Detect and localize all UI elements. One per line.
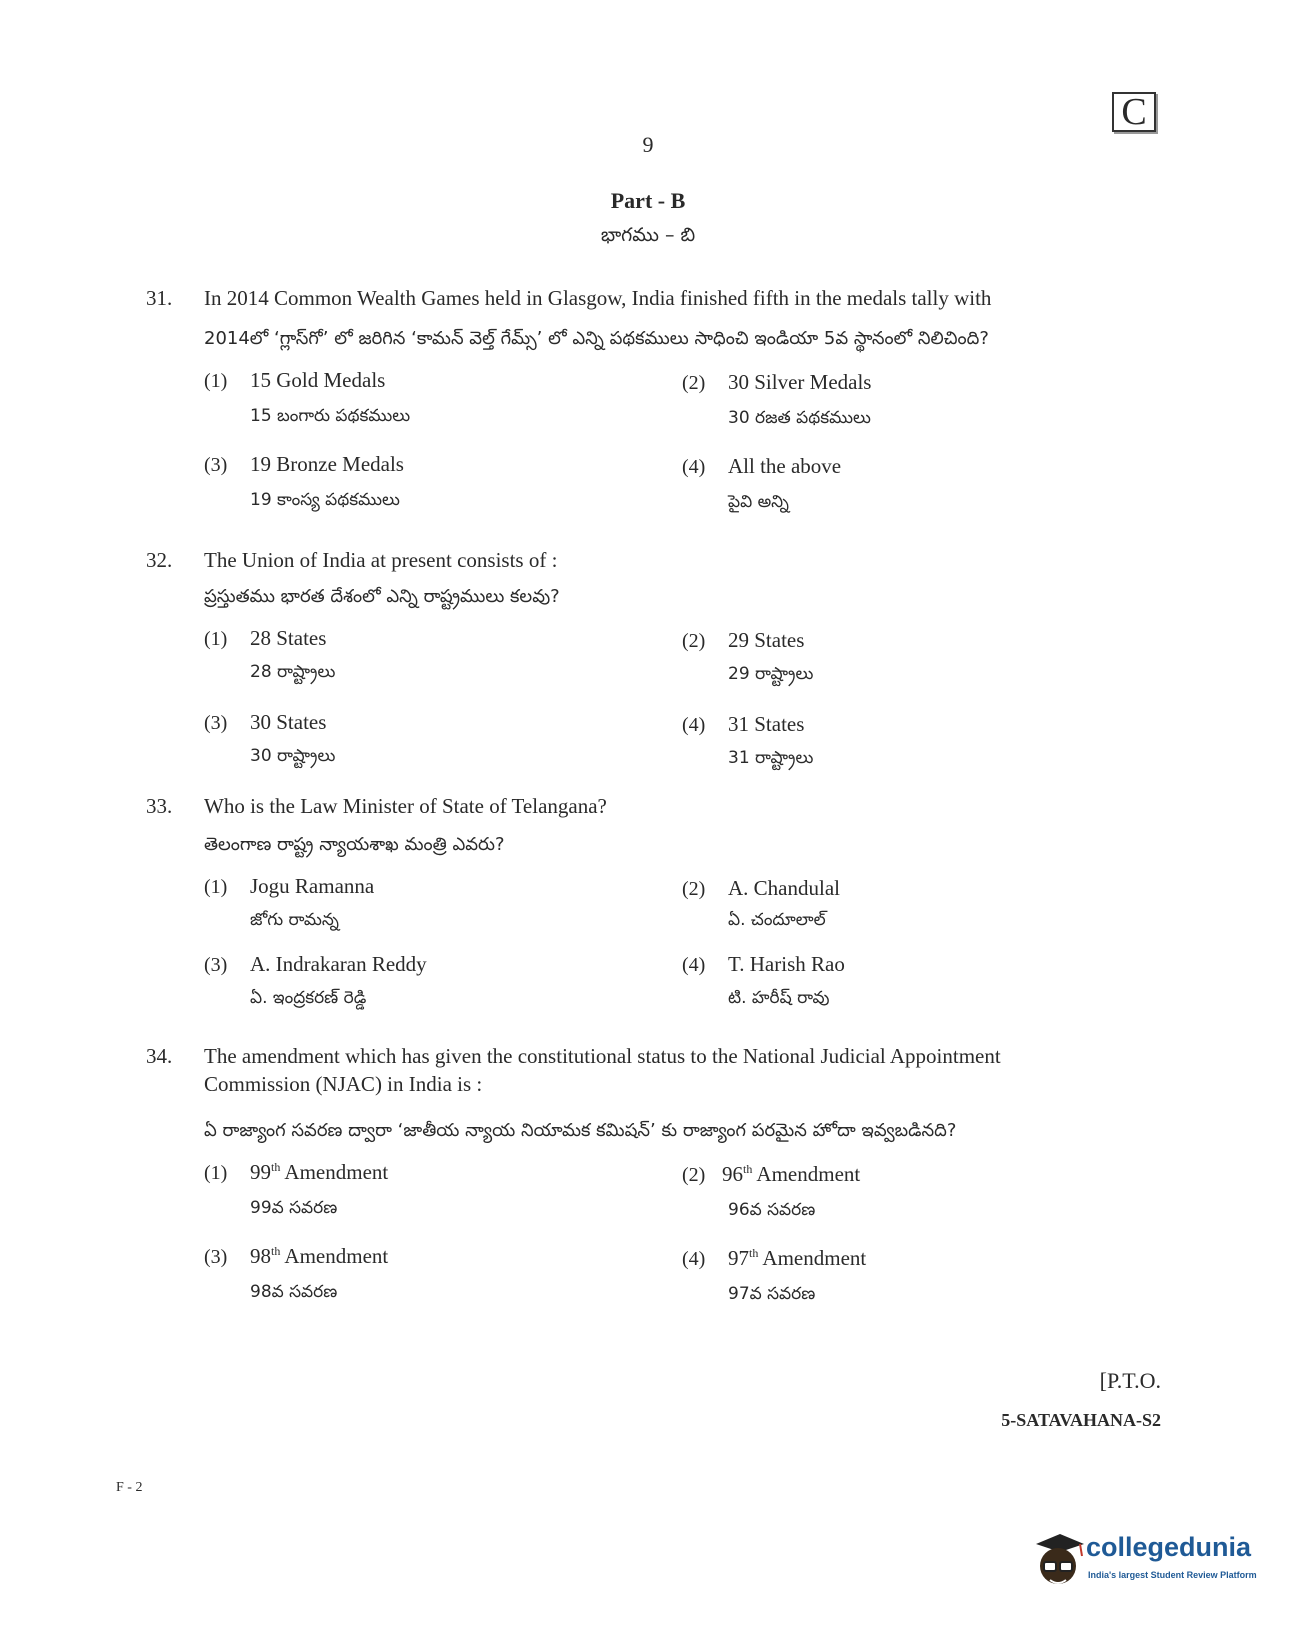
option-number: (3) [204, 454, 228, 476]
booklet-code: 5-SATAVAHANA-S2 [1001, 1410, 1161, 1430]
series-code-box: C [1112, 92, 1156, 132]
option-text-telugu: 30 రాష్ట్రాలు [250, 746, 336, 766]
option-text-telugu: 99వ సవరణ [250, 1198, 338, 1218]
option-number: (2) [682, 878, 706, 900]
option-text: A. Indrakaran Reddy [250, 952, 427, 976]
option-text: 30 Silver Medals [728, 370, 872, 394]
collegedunia-tagline: India's largest Student Review Platform [1088, 1570, 1257, 1580]
option-number: (4) [682, 456, 706, 478]
option-number: (3) [204, 712, 228, 734]
please-turn-over: [P.T.O. [1099, 1368, 1161, 1393]
page-number: 9 [642, 132, 654, 157]
option-text-telugu: ఏ. చందూలాల్ [728, 910, 826, 930]
option-text: T. Harish Rao [728, 952, 845, 976]
option-number: (3) [204, 1246, 228, 1268]
option-text-telugu: 97వ సవరణ [728, 1284, 816, 1304]
option-text-telugu: 15 బంగారు పథకములు [250, 406, 411, 426]
option-text-telugu: 19 కాంస్య పథకములు [250, 490, 400, 510]
option-text: 97th Amendment [728, 1246, 867, 1270]
option-text-telugu: జోగు రామన్న [250, 910, 339, 930]
option-text: 15 Gold Medals [250, 368, 386, 392]
option-number: (1) [204, 628, 228, 650]
part-title: Part - B [610, 188, 686, 213]
question-number: 31. [146, 286, 173, 310]
option-text: 19 Bronze Medals [250, 452, 404, 476]
option-number: (2) [682, 372, 706, 394]
option-text-telugu: 30 రజత పథకములు [728, 408, 871, 428]
option-text: Jogu Ramanna [250, 874, 375, 898]
option-number: (3) [204, 954, 228, 976]
option-text: All the above [728, 454, 842, 478]
option-text-telugu: టి. హరీష్ రావు [728, 988, 830, 1008]
option-text: 96th Amendment [722, 1162, 861, 1186]
option-text-telugu: పైవి అన్ని [728, 492, 789, 512]
option-text: 31 States [728, 712, 805, 736]
option-text: A. Chandulal [728, 876, 840, 900]
mascot-logo-icon [1030, 1530, 1086, 1594]
option-text: 28 States [250, 626, 327, 650]
question-number: 33. [146, 794, 173, 818]
option-number: (2) [682, 630, 706, 652]
form-code: F - 2 [116, 1480, 143, 1495]
option-text-telugu: ఏ. ఇంద్రకరణ్ రెడ్డి [250, 988, 367, 1008]
question-number: 32. [146, 548, 173, 572]
question-text-telugu: ప్రస్తుతము భారత దేశంలో ఎన్ని రాష్ట్రములు కలవు? [204, 586, 560, 607]
option-text-telugu: 98వ సవరణ [250, 1282, 338, 1302]
option-number: (1) [204, 876, 228, 898]
option-number: (4) [682, 1248, 706, 1270]
question-text-telugu: 2014లో ‘గ్లాస్‌గో’ లో జరిగిన ‘కామన్ వెల్త్ గేమ్స్’ లో ఎన్ని పథకములు సాధించి ఇండియా 5వ స్థానంలో నిలిచింది? [204, 328, 989, 349]
question-text: In 2014 Common Wealth Games held in Glasgow, India finished fifth in the medals tally with [204, 286, 992, 310]
option-text-telugu: 31 రాష్ట్రాలు [728, 748, 814, 768]
option-text-telugu: 29 రాష్ట్రాలు [728, 664, 814, 684]
collegedunia-logo: collegedunia [1086, 1532, 1252, 1562]
question-text-telugu: తెలంగాణ రాష్ట్ర న్యాయశాఖ మంత్రి ఎవరు? [204, 834, 505, 855]
option-text: 98th Amendment [250, 1244, 389, 1268]
question-text-line2: Commission (NJAC) in India is : [204, 1072, 483, 1096]
option-number: (4) [682, 714, 706, 736]
option-number: (2) [682, 1164, 706, 1186]
option-number: (4) [682, 954, 706, 976]
option-text: 99th Amendment [250, 1160, 389, 1184]
option-text: 30 States [250, 710, 327, 734]
option-text: 29 States [728, 628, 805, 652]
question-text: The amendment which has given the constitutional status to the National Judicial Appointment [204, 1044, 1001, 1068]
question-number: 34. [146, 1044, 173, 1068]
option-number: (1) [204, 370, 228, 392]
part-title-telugu: భాగము – బి [600, 224, 696, 246]
question-text: Who is the Law Minister of State of Telangana? [204, 794, 607, 818]
option-text-telugu: 28 రాష్ట్రాలు [250, 662, 336, 682]
question-text: The Union of India at present consists of : [204, 548, 558, 572]
question-text-telugu: ఏ రాజ్యాంగ సవరణ ద్వారా ‘జాతీయ న్యాయ నియామక కమిషన్’ కు రాజ్యాంగ పరమైన హోదా ఇవ్వబడినది? [204, 1120, 957, 1141]
option-text-telugu: 96వ సవరణ [728, 1200, 816, 1220]
option-number: (1) [204, 1162, 228, 1184]
